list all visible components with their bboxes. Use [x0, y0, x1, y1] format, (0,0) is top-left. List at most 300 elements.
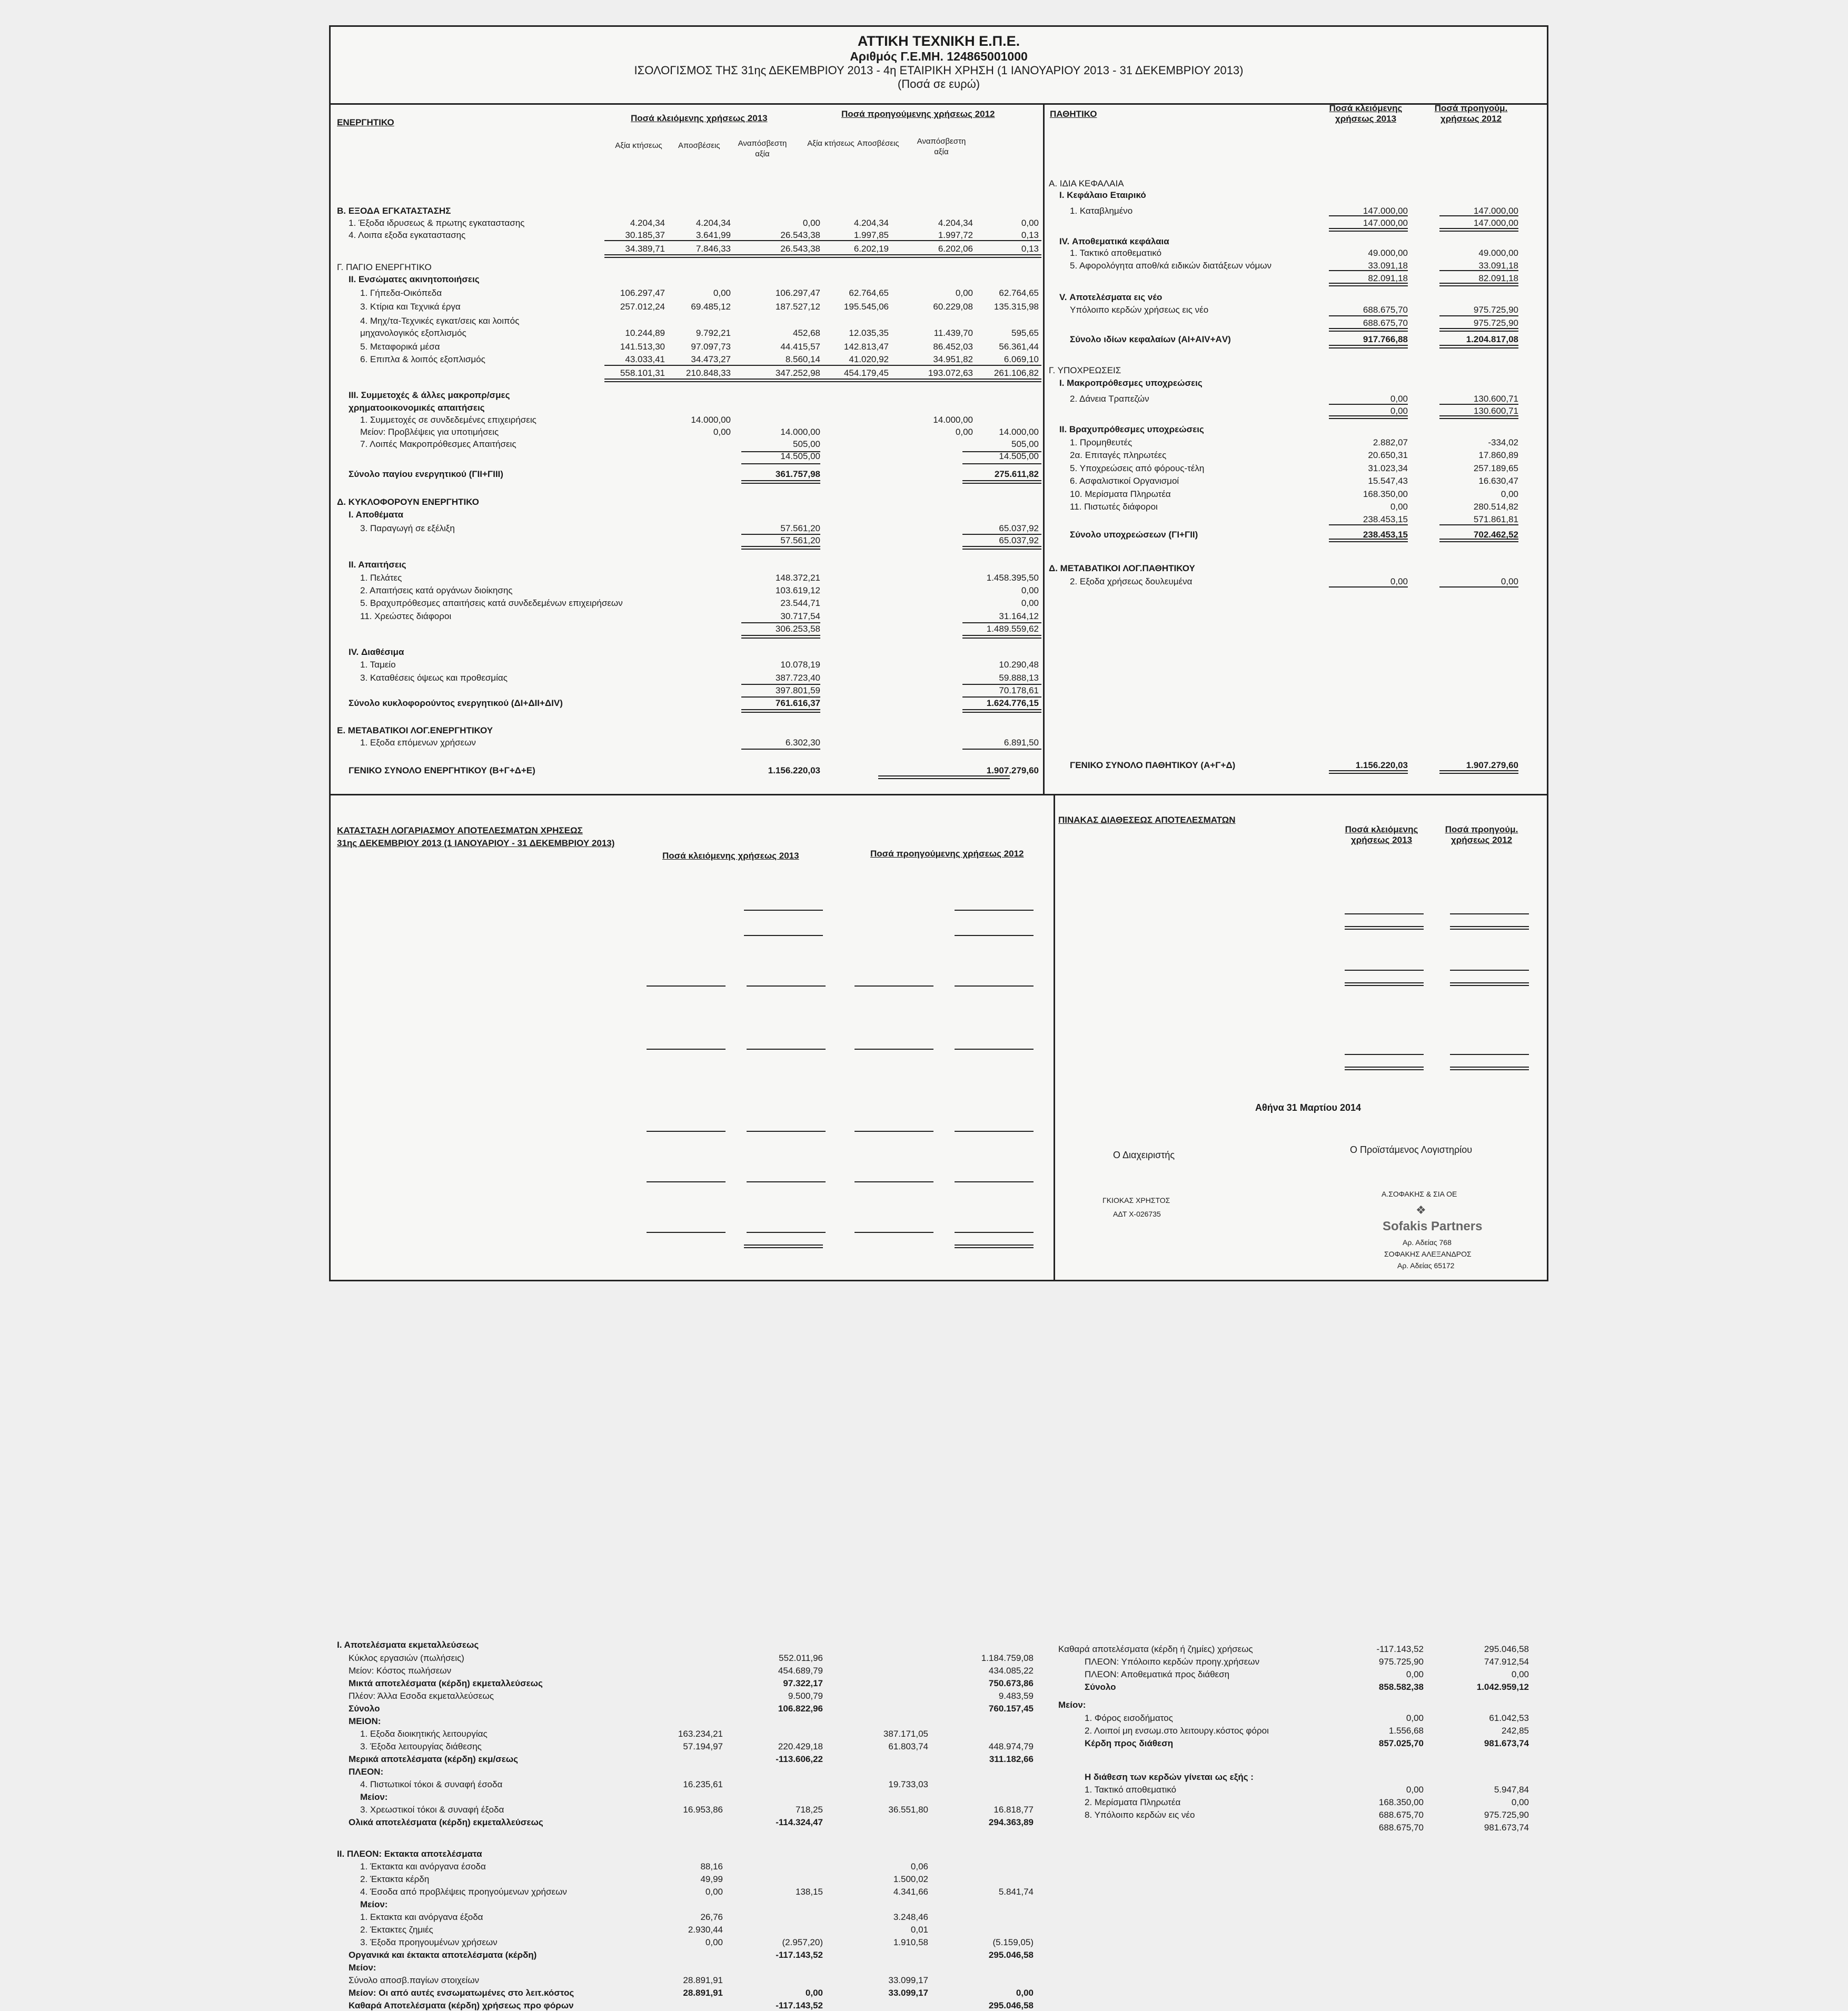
row-label: IV. Αποθεματικά κεφάλαια: [1059, 236, 1169, 246]
row-label: 5. Υποχρεώσεις από φόρους-τέλη: [1070, 463, 1205, 473]
amount-cell: 702.462,52: [1473, 530, 1518, 540]
row-label: 2. Απαιτήσεις κατά οργάνων διοίκησης: [360, 585, 513, 595]
amount-cell: 6.069,10: [1004, 354, 1039, 364]
amount-cell: 33.091,18: [1368, 261, 1408, 271]
row-label: Πλέον: Άλλα Εσοδα εκμεταλλεύσεως: [349, 1691, 494, 1701]
rule: [741, 451, 820, 452]
rule: [1450, 1054, 1529, 1055]
amount-cell: 7.846,33: [696, 244, 731, 254]
rule: [1439, 586, 1518, 588]
amount-cell: 750.673,86: [988, 1678, 1034, 1688]
amount-cell: 505,00: [1011, 439, 1039, 449]
amount-cell: 975.725,90: [1473, 305, 1518, 315]
income-title: ΚΑΤΑΣΤΑΣΗ ΛΟΓΑΡΙΑΣΜΟΥ ΑΠΟΤΕΛΕΣΜΑΤΩΝ ΧΡΗΣΕΩΣ: [337, 825, 583, 835]
rule: [647, 1181, 726, 1182]
rule: [1345, 970, 1424, 971]
row-label: Β. ΕΞΟΔΑ ΕΓΚΑΤΑΣΤΑΣΗΣ: [337, 206, 451, 216]
double-rule: [962, 480, 1041, 484]
amount-cell: 34.473,27: [691, 354, 731, 364]
admin-title: Ο Διαχειριστής: [1113, 1150, 1175, 1160]
amount-cell: 49,99: [700, 1874, 723, 1884]
row-label: ΜΕΙΟΝ:: [349, 1716, 381, 1726]
amount-cell: 16.953,86: [683, 1805, 723, 1815]
amount-cell: 14.505,00: [999, 451, 1039, 461]
amount-cell: 103.619,12: [775, 585, 820, 595]
amount-cell: 10.244,89: [625, 328, 665, 338]
amount-cell: 1.907.279,60: [1466, 760, 1518, 770]
amount-cell: 1.458.395,50: [986, 573, 1039, 583]
rule: [1329, 404, 1408, 405]
row-label: ΓΕΝΙΚΟ ΣΥΝΟΛΟ ΠΑΘΗΤΙΚΟΥ (Α+Γ+Δ): [1070, 760, 1236, 770]
row-label: Γ. ΥΠΟΧΡΕΩΣΕΙΣ: [1049, 365, 1121, 375]
liabilities-heading: ΠΑΘΗΤΙΚΟ: [1050, 109, 1097, 119]
row-label: 1. Φόρος εισοδήματος: [1085, 1713, 1173, 1723]
amount-cell: 6.302,30: [785, 738, 820, 748]
row-label: Ι. Αποτελέσματα εκμεταλλεύσεως: [337, 1640, 479, 1650]
row-label: Ι. Κεφάλαιο Εταιρικό: [1059, 190, 1146, 200]
assets-sub-dep: Αποσβέσεις: [678, 141, 720, 150]
amount-cell: 0,00: [1021, 218, 1039, 228]
row-label: 11. Χρεώστες διάφοροι: [360, 611, 452, 621]
amount-cell: 0,13: [1021, 230, 1039, 240]
amount-cell: 8.560,14: [785, 354, 820, 364]
row-label: Υπόλοιπο κερδών χρήσεως εις νέο: [1070, 305, 1209, 315]
rule: [962, 696, 1041, 698]
double-rule: [741, 480, 820, 484]
rule: [955, 910, 1034, 911]
amount-cell: 62.764,65: [999, 288, 1039, 298]
amount-cell: 141.513,30: [620, 342, 665, 352]
amount-cell: 10.078,19: [780, 660, 820, 670]
rule: [741, 534, 820, 535]
amount-cell: 295.046,58: [988, 2000, 1034, 2010]
amount-cell: 187.527,12: [775, 302, 820, 312]
amount-cell: 1.156.220,03: [768, 765, 820, 775]
row-label: Μείον:: [349, 1963, 376, 1973]
rule: [747, 1131, 826, 1132]
amount-cell: 552.011,96: [779, 1653, 823, 1663]
amount-cell: 975.725,90: [1473, 318, 1518, 328]
row-label: 4. Μηχ/τα-Τεχνικές εγκατ/σεις και λοιπός: [360, 316, 520, 326]
row-label: Καθαρά αποτελέσματα (κέρδη ή ζημίες) χρήσεως: [1058, 1644, 1253, 1654]
rule: [955, 1181, 1034, 1182]
rule: [604, 365, 1041, 366]
double-rule: [1329, 539, 1408, 542]
registry-number: Αριθμός Γ.Ε.ΜΗ. 124865001000: [850, 49, 1028, 63]
double-rule: [744, 1245, 823, 1248]
row-label: 1. Συμμετοχές σε συνδεδεμένες επιχειρήσεις: [360, 415, 536, 425]
double-rule: [741, 635, 820, 639]
assets-col-current: Ποσά κλειόμενης χρήσεως 2013: [631, 113, 768, 123]
row-label: Μερικά αποτελέσματα (κέρδη) εκμ/σεως: [349, 1754, 518, 1764]
row-label: Μικτά αποτελέσματα (κέρδη) εκμεταλλεύσεως: [349, 1678, 543, 1688]
amount-cell: 975.725,90: [1378, 1657, 1424, 1667]
amount-cell: 917.766,88: [1363, 334, 1408, 344]
amount-cell: 0,00: [955, 288, 973, 298]
signature-date: Αθήνα 31 Μαρτίου 2014: [1255, 1102, 1362, 1113]
amount-cell: 57.561,20: [780, 523, 820, 533]
amount-cell: 147.000,00: [1363, 206, 1408, 216]
amount-cell: 311.182,66: [989, 1754, 1034, 1764]
row-label: V. Αποτελέσματα εις νέο: [1059, 292, 1163, 302]
rule: [855, 985, 933, 987]
row-label: μηχανολογικός εξοπλισμός: [360, 328, 466, 338]
amount-cell: 43.033,41: [625, 354, 665, 364]
amount-cell: 1.997,72: [938, 230, 973, 240]
amount-cell: 306.253,58: [775, 624, 820, 634]
amount-cell: 1.907.279,60: [986, 765, 1039, 775]
rule: [647, 1049, 726, 1050]
amount-cell: 1.042.959,12: [1476, 1682, 1529, 1692]
amount-cell: 434.085,22: [988, 1666, 1034, 1676]
amount-cell: 28.891,91: [683, 1975, 723, 1985]
row-label: 3. Έξοδα λειτουργίας διάθεσης: [360, 1741, 482, 1751]
amount-cell: 130.600,71: [1473, 394, 1518, 404]
row-label: 4. Έσοδα από προβλέψεις προηγούμενων χρήσεων: [360, 1887, 567, 1897]
double-rule: [1329, 345, 1408, 349]
amount-cell: 4.204,34: [853, 218, 889, 228]
rule: [744, 935, 823, 936]
amount-cell: 9.500,79: [788, 1691, 823, 1701]
amount-cell: 718,25: [796, 1805, 823, 1815]
amount-cell: 15.547,43: [1368, 476, 1408, 486]
row-label: 1. Προμηθευτές: [1070, 437, 1132, 447]
rule: [955, 1049, 1034, 1050]
rule: [1345, 1054, 1424, 1055]
row-label: 1. Εκτακτα και ανόργανα έξοδα: [360, 1912, 483, 1922]
rule: [962, 451, 1041, 452]
amount-cell: 280.514,82: [1473, 502, 1518, 512]
amount-cell: 86.452,03: [933, 342, 973, 352]
row-label: 1. Εξοδα διοικητικής λειτουργίας: [360, 1729, 488, 1739]
double-rule: [1450, 982, 1529, 986]
amount-cell: 57.194,97: [683, 1741, 723, 1751]
accountant-name: ΣΟΦΑΚΗΣ ΑΛΕΞΑΝΔΡΟΣ: [1384, 1250, 1472, 1258]
row-label: ΙΙ. Απαιτήσεις: [349, 560, 406, 570]
double-rule: [1345, 926, 1424, 930]
amount-cell: 688.675,70: [1363, 318, 1408, 328]
company-name: ΑΤΤΙΚΗ ΤΕΧΝΙΚΗ Ε.Π.Ε.: [857, 33, 1020, 49]
amount-cell: 135.315,98: [993, 302, 1039, 312]
rule: [962, 534, 1041, 535]
assets-col-previous: Ποσά προηγούμενης χρήσεως 2012: [841, 109, 995, 119]
row-label: Ολικά αποτελέσματα (κέρδη) εκμεταλλεύσεως: [349, 1817, 543, 1827]
amount-cell: 23.544,71: [780, 598, 820, 608]
assets-sub-net: Αναπόσβεστη αξία: [738, 139, 787, 158]
double-rule: [1439, 345, 1518, 349]
double-rule: [1450, 926, 1529, 930]
amount-cell: 210.848,33: [685, 368, 731, 378]
row-label: Σύνολο: [349, 1704, 380, 1714]
row-label: Μείον: Προβλέψεις για υποτιμήσεις: [360, 427, 499, 437]
firm-logo: Sofakis Partners: [1383, 1219, 1483, 1233]
amount-cell: 0,00: [1390, 502, 1408, 512]
amount-cell: 163.234,21: [678, 1729, 723, 1739]
liab-col-current: Ποσά κλειόμενης χρήσεως 2013: [1329, 103, 1403, 124]
amount-cell: 1.500,02: [893, 1874, 928, 1884]
amount-cell: 82.091,18: [1368, 273, 1408, 283]
amount-cell: 16.630,47: [1478, 476, 1518, 486]
amount-cell: 49.000,00: [1478, 248, 1518, 258]
assets-sub-value: Αξία κτήσεως: [615, 141, 662, 150]
amount-cell: 295.046,58: [1484, 1644, 1529, 1654]
rule: [1329, 215, 1408, 216]
amount-cell: 70.178,61: [999, 685, 1039, 695]
row-label: 3. Παραγωγή σε εξέλιξη: [360, 523, 455, 533]
amount-cell: 857.025,70: [1378, 1738, 1424, 1748]
assets-sub-dep-prev: Αποσβέσεις: [857, 139, 899, 148]
row-label: Σύνολο αποσβ.παγίων στοιχείων: [349, 1975, 479, 1985]
amount-cell: 397.801,59: [775, 685, 820, 695]
amount-cell: 261.106,82: [993, 368, 1039, 378]
amount-cell: 571.861,81: [1473, 514, 1518, 524]
amount-cell: 0,00: [1406, 1785, 1424, 1795]
double-rule: [741, 709, 820, 713]
distribution-title: ΠΙΝΑΚΑΣ ΔΙΑΘΕΣΕΩΣ ΑΠΟΤΕΛΕΣΜΑΤΩΝ: [1058, 815, 1236, 825]
amount-cell: 26.543,38: [780, 244, 820, 254]
amount-cell: 20.650,31: [1368, 450, 1408, 460]
rule: [647, 1232, 726, 1233]
amount-cell: 65.037,92: [999, 523, 1039, 533]
amount-cell: 3.248,46: [893, 1912, 928, 1922]
balance-sheet-page: [329, 25, 1548, 2010]
amount-cell: 30.717,54: [780, 611, 820, 621]
amount-cell: 97.097,73: [691, 342, 731, 352]
amount-cell: 88,16: [700, 1861, 723, 1871]
amount-cell: 56.361,44: [999, 342, 1039, 352]
amount-cell: 57.561,20: [780, 535, 820, 545]
row-label: ΠΛΕΟΝ:: [349, 1767, 384, 1777]
rule: [747, 1232, 826, 1233]
double-rule: [1329, 283, 1408, 286]
dist-col-current: Ποσά κλειόμενης χρήσεως 2013: [1345, 824, 1418, 845]
amount-cell: 1.624.776,15: [986, 698, 1039, 708]
amount-cell: 1.156.220,03: [1355, 760, 1408, 770]
amount-cell: 195.545,06: [843, 302, 889, 312]
amount-cell: 16.235,61: [683, 1779, 723, 1789]
amount-cell: 5.841,74: [998, 1887, 1034, 1897]
amount-cell: 238.453,15: [1363, 530, 1408, 540]
rule: [747, 1049, 826, 1050]
amount-cell: 760.157,45: [988, 1704, 1034, 1714]
rule: [604, 240, 1041, 241]
double-rule: [1329, 328, 1408, 332]
accountant-license-1: Αρ. Αδείας 768: [1403, 1238, 1452, 1247]
rule: [855, 1232, 933, 1233]
amount-cell: 106.297,47: [775, 288, 820, 298]
double-rule: [1345, 982, 1424, 986]
row-label: 1. Γήπεδα-Οικόπεδα: [360, 288, 442, 298]
row-label: Σύνολο ιδίων κεφαλαίων (ΑΙ+ΑΙV+ΑV): [1070, 334, 1231, 344]
amount-cell: (2.957,20): [782, 1937, 823, 1947]
amount-cell: 242,85: [1502, 1726, 1529, 1736]
double-rule: [1329, 415, 1408, 419]
amount-cell: 4.204,34: [938, 218, 973, 228]
amount-cell: 0,00: [713, 288, 731, 298]
row-label: 1. Έξοδα ιδρυσεως & πρωτης εγκαταστασης: [349, 218, 525, 228]
row-label: 1. Εξοδα επόμενων χρήσεων: [360, 738, 476, 748]
assets-section: [331, 27, 1043, 794]
double-rule: [1345, 1067, 1424, 1070]
row-label: 3. Έξοδα προηγουμένων χρήσεων: [360, 1937, 498, 1947]
row-label: 2α. Επιταγές πληρωτέες: [1070, 450, 1167, 460]
income-col-previous: Ποσά προηγούμενης χρήσεως 2012: [870, 849, 1024, 859]
rule: [1450, 970, 1529, 971]
amount-cell: -114.324,47: [776, 1817, 823, 1827]
rule: [741, 622, 820, 623]
amount-cell: 28.891,91: [683, 1988, 723, 1998]
dist-col-previous: Ποσά προηγούμ. χρήσεως 2012: [1445, 824, 1518, 845]
row-label: Γ. ΠΑΓΙΟ ΕΝΕΡΓΗΤΙΚΟ: [337, 262, 432, 272]
amount-cell: 147.000,00: [1473, 206, 1518, 216]
amount-cell: 688.675,70: [1363, 305, 1408, 315]
amount-cell: 0,00: [955, 427, 973, 437]
double-rule: [1439, 328, 1518, 332]
row-label: Καθαρά Αποτελέσματα (κέρδη) χρήσεως προ φόρων: [349, 2000, 574, 2010]
row-label: Δ. ΚΥΚΛΟΦΟΡΟΥΝ ΕΝΕΡΓΗΤΙΚΟ: [337, 497, 479, 507]
row-label: Οργανικά και έκτακτα αποτελέσματα (κέρδη): [349, 1950, 537, 1960]
rule: [955, 1131, 1034, 1132]
amount-cell: 4.204,34: [630, 218, 665, 228]
amount-cell: 0,13: [1021, 244, 1039, 254]
amount-cell: 130.600,71: [1473, 406, 1518, 416]
double-rule: [1439, 228, 1518, 232]
double-rule: [962, 709, 1041, 713]
row-label: 1. Ταμείο: [360, 660, 396, 670]
row-label: Δ. ΜΕΤΑΒΑΤΙΚΟΙ ΛΟΓ.ΠΑΘΗΤΙΚΟΥ: [1049, 563, 1195, 573]
amount-cell: 33.099,17: [888, 1975, 928, 1985]
amount-cell: 9.792,21: [696, 328, 731, 338]
double-rule: [878, 775, 1010, 779]
row-label: 2. Έκτακτες ζημιές: [360, 1925, 433, 1935]
rule: [962, 622, 1041, 623]
amount-cell: 688.675,70: [1378, 1810, 1424, 1820]
double-rule: [1329, 228, 1408, 232]
row-label: 2. Δάνεια Τραπεζών: [1070, 394, 1149, 404]
amount-cell: 0,00: [713, 427, 731, 437]
amount-cell: 975.725,90: [1484, 1810, 1529, 1820]
row-label: ΓΕΝΙΚΟ ΣΥΝΟΛΟ ΕΝΕΡΓΗΤΙΚΟΥ (Β+Γ+Δ+Ε): [349, 765, 535, 775]
amount-cell: 14.000,00: [780, 427, 820, 437]
amount-cell: 36.551,80: [888, 1805, 928, 1815]
rule: [744, 910, 823, 911]
amount-cell: 0,00: [1511, 1669, 1529, 1679]
row-label: 6. Επιπλα & λοιπός εξοπλισμός: [360, 354, 485, 364]
amount-cell: 61.042,53: [1489, 1713, 1529, 1723]
amount-cell: 6.891,50: [1004, 738, 1039, 748]
row-label: Σύνολο: [1085, 1682, 1116, 1692]
rule: [1329, 524, 1408, 525]
rule: [741, 463, 820, 464]
amount-cell: 1.556,68: [1388, 1726, 1424, 1736]
amount-cell: 168.350,00: [1363, 489, 1408, 499]
row-label: 1. Τακτικό αποθεματικό: [1070, 248, 1162, 258]
amount-cell: 387.723,40: [775, 673, 820, 683]
amount-cell: 193.072,63: [928, 368, 973, 378]
double-rule: [604, 254, 1041, 258]
amount-cell: 26,76: [700, 1912, 723, 1922]
row-label: Μείον:: [360, 1792, 388, 1802]
rule: [1439, 524, 1518, 525]
distribution-section: [1055, 794, 1547, 1833]
assets-heading: ΕΝΕΡΓΗΤΙΚΟ: [337, 117, 394, 127]
amount-cell: 0,00: [1021, 585, 1039, 595]
amount-cell: -117.143,52: [776, 1950, 823, 1960]
amount-cell: 30.185,37: [625, 230, 665, 240]
amount-cell: 0,00: [1390, 576, 1408, 586]
amount-cell: 147.000,00: [1473, 218, 1518, 228]
amount-cell: (5.159,05): [992, 1937, 1034, 1947]
amount-cell: 6.202,06: [938, 244, 973, 254]
amount-cell: 275.611,82: [994, 469, 1039, 479]
row-label: ΙΙ. Βραχυπρόθεσμες υποχρεώσεις: [1059, 424, 1204, 434]
amount-cell: 220.429,18: [778, 1741, 823, 1751]
row-label: Α. ΙΔΙΑ ΚΕΦΑΛΑΙΑ: [1049, 178, 1124, 188]
amount-cell: 106.822,96: [778, 1704, 823, 1714]
row-label: IV. Διαθέσιμα: [349, 647, 404, 657]
row-label: Κέρδη προς διάθεση: [1085, 1738, 1174, 1748]
rule: [1439, 215, 1518, 216]
admin-name: ΓΚΙΟΚΑΣ ΧΡΗΣΤΟΣ: [1102, 1196, 1170, 1204]
amount-cell: 0,00: [1390, 406, 1408, 416]
row-label: 8. Υπόλοιπο κερδών εις νέο: [1085, 1810, 1195, 1820]
amount-cell: 31.164,12: [999, 611, 1039, 621]
amount-cell: 1.910,58: [893, 1937, 928, 1947]
amount-cell: 17.860,89: [1478, 450, 1518, 460]
rule: [1439, 404, 1518, 405]
amount-cell: 41.020,92: [849, 354, 889, 364]
amount-cell: 69.485,12: [691, 302, 731, 312]
rule: [741, 749, 820, 750]
row-label: 5. Αφορολόγητα αποθ/κά ειδικών διατάξεων νόμων: [1070, 261, 1272, 271]
rule: [955, 1232, 1034, 1233]
amount-cell: 1.489.559,62: [986, 624, 1039, 634]
amount-cell: 61.803,74: [888, 1741, 928, 1751]
amount-cell: 44.415,57: [780, 342, 820, 352]
row-label: 1. Καταβλημένο: [1070, 206, 1133, 216]
amount-cell: 0,00: [1501, 576, 1518, 586]
amount-cell: 34.951,82: [933, 354, 973, 364]
rule: [962, 684, 1041, 685]
amount-cell: -113.606,22: [776, 1754, 823, 1764]
row-label: Μείον: Οι από αυτές ενσωματωμένες στο λειτ.κόστος: [349, 1988, 574, 1998]
rule: [962, 463, 1041, 464]
amount-cell: 0,00: [805, 1988, 823, 1998]
amount-cell: 1.997,85: [853, 230, 889, 240]
amount-cell: 238.453,15: [1363, 514, 1408, 524]
row-label: 1. Τακτικό αποθεματικό: [1085, 1785, 1177, 1795]
row-label: 3. Χρεωστικοί τόκοι & συναφή έξοδα: [360, 1805, 504, 1815]
rule: [741, 696, 820, 698]
row-label: 1. Έκτακτα και ανόργανα έσοδα: [360, 1861, 486, 1871]
amount-cell: 0,00: [1390, 394, 1408, 404]
amount-cell: 33.099,17: [888, 1988, 928, 1998]
amount-cell: 295.046,58: [988, 1950, 1034, 1960]
amount-cell: 0,00: [802, 218, 820, 228]
amount-cell: 59.888,13: [999, 673, 1039, 683]
firm-logo-icon: ❖: [1416, 1203, 1426, 1217]
currency-note: (Ποσά σε ευρώ): [897, 77, 980, 91]
row-label: Ι. Αποθέματα: [349, 510, 404, 520]
double-rule: [741, 546, 820, 550]
rule: [962, 749, 1041, 750]
income-subtitle: 31ης ΔΕΚΕΜΒΡΙΟΥ 2013 (1 ΙΑΝΟΥΑΡΙΟΥ - 31 ΔΕΚΕΜΒΡΙΟΥ 2013): [337, 838, 615, 848]
liab-col-previous: Ποσά προηγούμ. χρήσεως 2012: [1434, 103, 1508, 124]
rule: [855, 1131, 933, 1132]
amount-cell: 33.091,18: [1478, 261, 1518, 271]
row-label: 2. Έκτακτα κέρδη: [360, 1874, 430, 1884]
amount-cell: 82.091,18: [1478, 273, 1518, 283]
